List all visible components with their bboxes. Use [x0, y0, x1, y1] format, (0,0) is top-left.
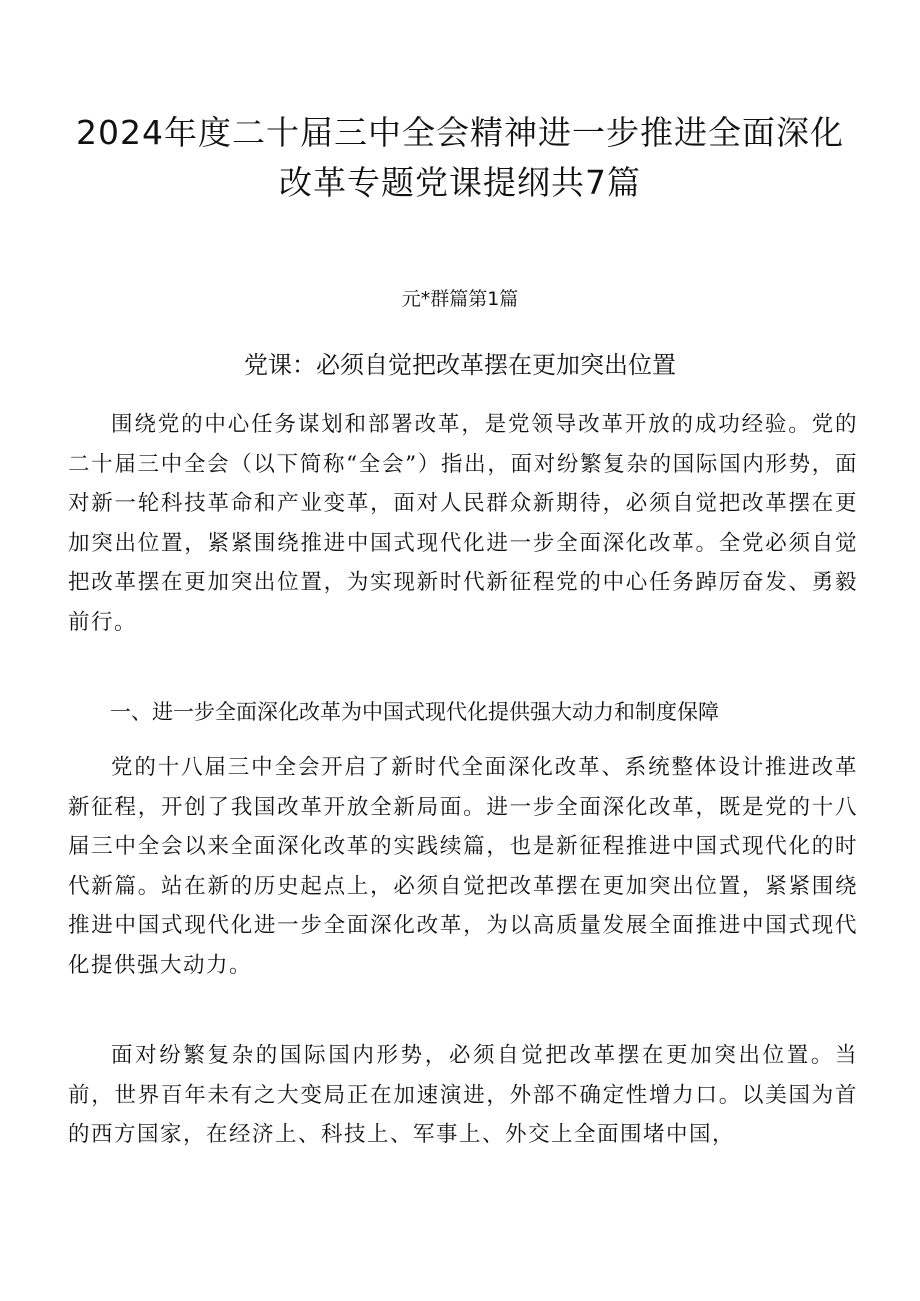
document-title: [60, 108, 860, 208]
paragraph-reform-history: 党的十八届三中全会开启了新时代全面深化改革、系统整体设计推进改革新征程，开创了我国改革开放全新局面。进一步全面深化改革，既是党的十八届三中全会以来全面深化改革的实践续篇，也是新征程推进中国式现代化的时代新篇。站在新的历史起点上，必须自觉把改革摆在更加突出位置，紧紧围绕推进中国式现代化进一步全面深化改革，为以高质量发展全面推进中国式现代化提供强大动力。: [68, 755, 858, 978]
article-title: 党课：必须自觉把改革摆在更加突出位置: [244, 351, 676, 379]
paragraph-international-situation: 面对纷繁复杂的国际国内形势，必须自觉把改革摆在更加突出位置。当前，世界百年未有之大变局正在加速演进，外部不确定性增力口。以美国为首的西方国家，在经济上、科技上、军事上、外交上全面围堵中国，: [68, 1043, 858, 1147]
document-title-line-1: 2024年度二十届三中全会精神进一步推进全面深化: [76, 113, 844, 152]
paragraph-intro: 围绕党的中心任务谋划和部署改革，是党领导改革开放的成功经验。党的二十届三中全会（以下简称“全会”）指出，面对纷繁复杂的国际国内形势，面对新一轮科技革命和产业变革，面对人民群众新期待，必须自觉把改革摆在更加突出位置，紧紧围绕推进中国式现代化进一步全面深化改革。全党必须自觉把改革摆在更加突出位置，为实现新时代新征程党的中心任务踔厉奋发、勇毅前行。: [68, 412, 858, 635]
document-title-line-2: 改革专题党课提纲共7篇: [279, 163, 641, 202]
section-label: 元*群篇第1篇: [401, 288, 519, 310]
section-heading-1: 一、进一步全面深化改革为中国式现代化提供强大动力和制度保障: [110, 700, 719, 724]
